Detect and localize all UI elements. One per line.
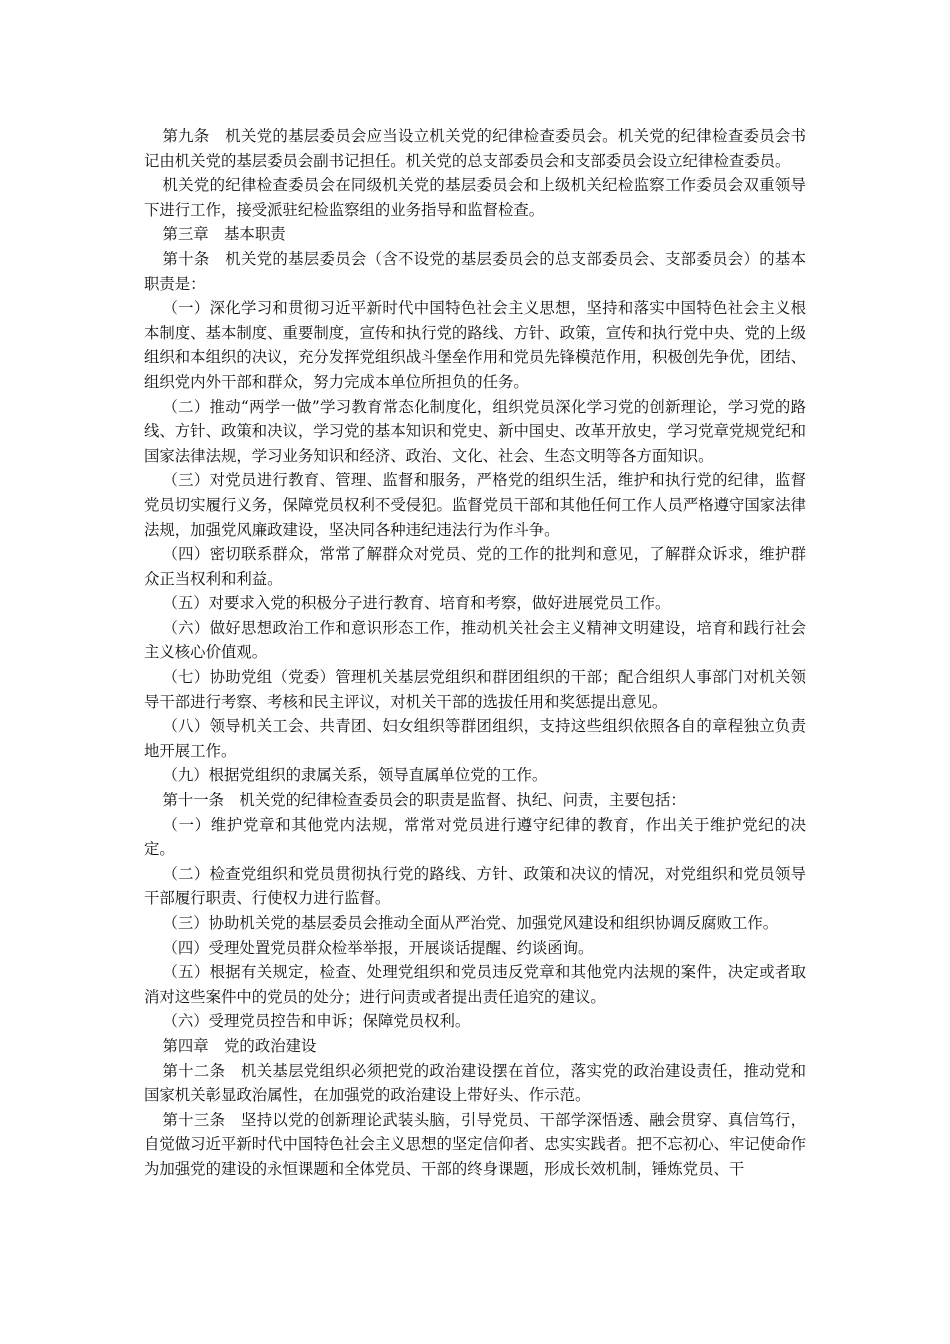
- article-11-item-4: （四）受理处置党员群众检举举报，开展谈话提醒、约谈函询。: [162, 938, 594, 957]
- article-10-item-7: （七）协助党组（党委）管理机关基层党组织和群团组织的干部；配合组织人事部门对机关领导干部进行考察、考核和民主评议，对机关干部的选拔任用和奖惩提出意见。: [144, 668, 806, 711]
- article-10-item-8: （八）领导机关工会、共青团、妇女组织等群团组织，支持这些组织依照各自的章程独立负责地开展工作。: [144, 717, 806, 760]
- article-10-item-2: （二）推动“两学一做”学习教育常态化制度化，组织党员深化学习党的创新理论，学习党的路线、方针、政策和决议，学习党的基本知识和党史、新中国史、改革开放史，学习党章党规党纪和国家法律法规，学习业务知识和经济、政治、文化、社会、生态文明等各方面知识。: [144, 397, 806, 465]
- article-11-item-2: （二）检查党组织和党员贯彻执行党的路线、方针、政策和决议的情况，对党组织和党员领导干部履行职责、行使权力进行监督。: [144, 864, 806, 908]
- article-11-item-3: （三）协助机关党的基层委员会推动全面从严治党、加强党风建设和组织协调反腐败工作。: [162, 914, 779, 932]
- article-10-item-3: （三）对党员进行教育、管理、监督和服务，严格党的组织生活，维护和执行党的纪律，监督党员切实履行义务，保障党员权利不受侵犯。监督党员干部和其他任何工作人员严格遵守国家法律法规，加强党风廉政建设，坚决同各种违纪违法行为作斗争。: [144, 471, 806, 539]
- article-10-item-4: （四）密切联系群众，常常了解群众对党员、党的工作的批判和意见，了解群众诉求，维护群众正当权利和利益。: [144, 545, 806, 588]
- article-10-item-6: （六）做好思想政治工作和意识形态工作，推动机关社会主义精神文明建设，培育和践行社会主义核心价值观。: [144, 618, 806, 662]
- article-10-item-5: （五）对要求入党的积极分子进行教育、培育和考察，做好进展党员工作。: [162, 594, 671, 613]
- article-11-para: 第十一条 机关党的纪律检查委员会的职责是监督、执纪、问责，主要包括：: [162, 791, 686, 810]
- article-11-item-1: （一）维护党章和其他党内法规，常常对党员进行遵守纪律的教育，作出关于维护党纪的决定。: [144, 815, 806, 859]
- chapter-4-heading: 第四章 党的政治建设: [162, 1036, 317, 1055]
- article-10-item-1: （一）深化学习和贯彻习近平新时代中国特色社会主义思想，坚持和落实中国特色社会主义根本制度、基本制度、重要制度，宣传和执行党的路线、方针、政策，宣传和执行党中央、党的上级组织和本组织的决议，充分发挥党组织战斗堡垒作用和党员先锋模范作用，积极创先争优，团结、组织党内外干部和群众，努力完成本单位所担负的任务。: [144, 299, 806, 391]
- article-13-para: 第十三条 坚持以党的创新理论武装头脑，引导党员、干部学深悟透、融会贯穿、真信笃行，自觉做习近平新时代中国特色社会主义思想的坚定信仰者、忠实实践者。把不忘初心、牢记使命作为加强党的建设的永恒课题和全体党员、干部的终身课题，形成长效机制，锤炼党员、干: [144, 1110, 806, 1178]
- article-10-para: 第十条 机关党的基层委员会（含不设党的基层委员会的总支部委员会、支部委员会）的基本职责是：: [144, 249, 806, 293]
- article-12-para: 第十二条 机关基层党组织必须把党的政治建设摆在首位，落实党的政治建设责任，推动党和国家机关彰显政治属性，在加强党的政治建设上带好头、作示范。: [144, 1061, 806, 1105]
- document-page: [144, 124, 806, 1182]
- article-11-item-6: （六）受理党员控告和申诉；保障党员权利。: [162, 1012, 471, 1031]
- article-9-para: 第九条 机关党的基层委员会应当设立机关党的纪律检查委员会。机关党的纪律检查委员会书记由机关党的基层委员会副书记担任。机关党的总支部委员会和支部委员会设立纪律检查委员。: [144, 127, 806, 170]
- chapter-3-heading: 第三章 基本职责: [162, 225, 286, 244]
- article-11-item-5: （五）根据有关规定，检查、处理党组织和党员违反党章和其他党内法规的案件，决定或者取消对这些案件中的党员的处分；进行问责或者提出责任追究的建议。: [144, 963, 806, 1006]
- discipline-committee-para: 机关党的纪律检查委员会在同级机关党的基层委员会和上级机关纪检监察工作委员会双重领导下进行工作，接受派驻纪检监察组的业务指导和监督检查。: [144, 176, 806, 219]
- article-10-item-9: （九）根据党组织的隶属关系，领导直属单位党的工作。: [162, 766, 548, 785]
